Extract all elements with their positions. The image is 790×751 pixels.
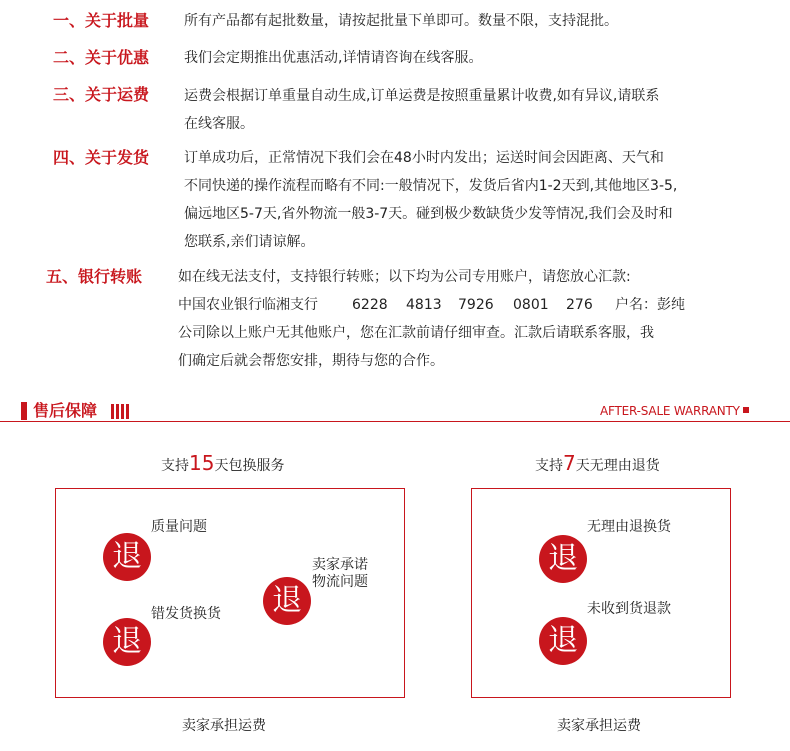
policy-text-delivery-line3: 偏远地区5-7天,省外物流一般3-7天。碰到极少数缺货少发等情况,我们会及时和: [184, 206, 673, 222]
bank-account-row: [178, 295, 685, 315]
bank-account-part-3: 7926: [458, 297, 494, 313]
item-label-no-reason-return: 无理由退换货: [587, 519, 671, 535]
bank-account-part-5: 276: [566, 297, 593, 313]
policy-text-bank-line1: 如在线无法支付，支持银行转账；以下均为公司专用账户，请您放心汇款:: [178, 269, 631, 285]
bank-account-part-2: 4813: [406, 297, 442, 313]
policy-text-batch: 所有产品都有起批数量，请按起批量下单即可。数量不限，支持混批。: [184, 13, 618, 29]
section-stripe-4: [126, 404, 129, 419]
heading-days-number: 7: [563, 451, 576, 475]
section-stripe-3: [121, 404, 124, 419]
policy-text-delivery-line1: 订单成功后，正常情况下我们会在48小时内发出；运送时间会因距离、天气和: [184, 150, 664, 166]
section-divider: [0, 421, 790, 422]
heading-prefix: 支持: [535, 458, 563, 474]
bank-account-part-4: 0801: [513, 297, 549, 313]
policy-title-delivery: 四、关于发货: [53, 148, 150, 167]
return-badge-icon: 退: [103, 533, 151, 581]
policy-text-shipping-fee-line1: 运费会根据订单重量自动生成,订单运费是按照重量累计收费,如有异议,请联系: [184, 88, 660, 104]
policy-title-batch: 一、关于批量: [53, 11, 150, 30]
warranty-heading-return: [535, 451, 660, 478]
item-label-logistics: 物流问题: [312, 574, 368, 590]
bank-account-part-1: 6228: [352, 297, 388, 313]
policy-title-discount: 二、关于优惠: [53, 48, 150, 67]
bank-name: 中国农业银行临湘支行: [178, 297, 318, 313]
heading-suffix: 天无理由退货: [575, 458, 660, 474]
section-marker-right: [743, 407, 749, 413]
return-badge-icon: 退: [263, 577, 311, 625]
item-label-seller-promise: 卖家承诺: [312, 557, 368, 573]
policy-title-bank-transfer: 五、银行转账: [46, 267, 143, 286]
heading-suffix: 天包换服务: [214, 458, 285, 474]
after-sale-subtitle-en: AFTER-SALE WARRANTY: [600, 404, 740, 418]
policy-text-bank-line2: 公司除以上账户无其他账户，您在汇款前请仔细审查。汇款后请联系客服，我: [178, 325, 654, 341]
section-stripe-1: [111, 404, 114, 419]
return-badge-icon: 退: [539, 535, 587, 583]
bank-account-holder: 户名：彭纯: [615, 297, 685, 313]
warranty-footer-exchange: 卖家承担运费: [182, 718, 266, 734]
item-label-quality: 质量问题: [151, 519, 207, 535]
heading-prefix: 支持: [161, 458, 189, 474]
item-label-wrong-shipment: 错发货换货: [151, 606, 221, 622]
return-badge-icon: 退: [539, 617, 587, 665]
warranty-footer-return: 卖家承担运费: [557, 718, 641, 734]
section-marker-left: [21, 402, 27, 420]
policy-text-discount: 我们会定期推出优惠活动,详情请咨询在线客服。: [184, 50, 483, 66]
policy-title-shipping-fee: 三、关于运费: [53, 85, 150, 104]
policy-text-shipping-fee-line2: 在线客服。: [184, 116, 254, 132]
item-label-not-received-refund: 未收到货退款: [587, 601, 671, 617]
after-sale-title: 售后保障: [33, 401, 98, 420]
policy-text-delivery-line2: 不同快递的操作流程而略有不同:一般情况下，发货后省内1-2天到,其他地区3-5,: [184, 178, 678, 194]
warranty-heading-exchange: [161, 451, 284, 478]
section-stripe-2: [116, 404, 119, 419]
return-badge-icon: 退: [103, 618, 151, 666]
warranty-box-exchange: [55, 488, 405, 698]
policy-text-bank-line3: 们确定后就会帮您安排，期待与您的合作。: [178, 353, 444, 369]
heading-days-number: 15: [189, 451, 215, 475]
policy-text-delivery-line4: 您联系,亲们请谅解。: [184, 234, 315, 250]
